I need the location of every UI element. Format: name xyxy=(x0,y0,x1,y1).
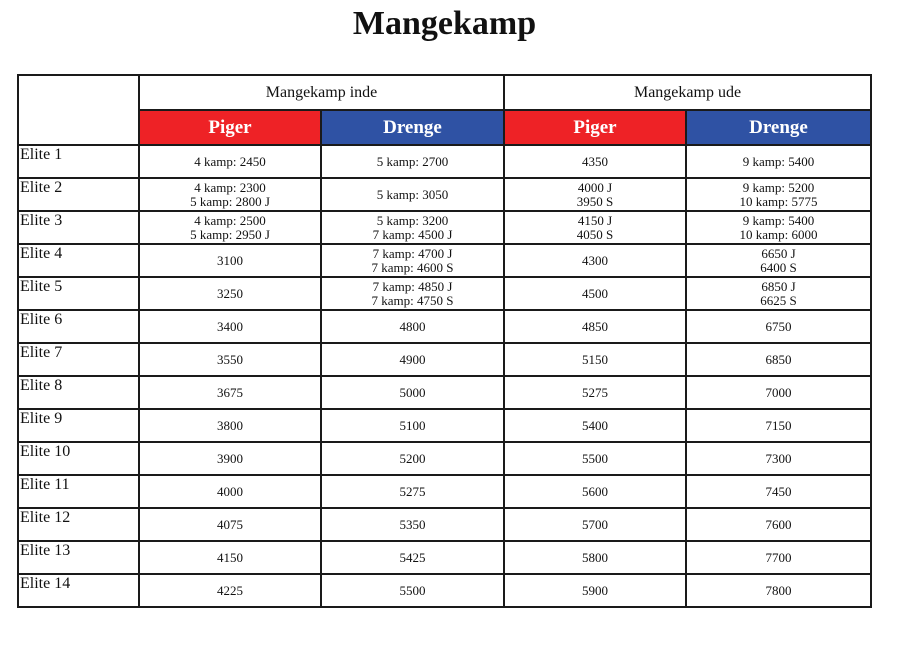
cell-value: 4150 J xyxy=(577,212,613,228)
header-drenge-ude: Drenge xyxy=(686,110,871,145)
table-row xyxy=(18,211,871,244)
row-label-cell xyxy=(18,244,139,277)
cell-value: 5 kamp: 2700 xyxy=(376,153,449,169)
table-row xyxy=(18,475,871,508)
cell-value: 3800 xyxy=(217,417,243,433)
cell-value: 7450 xyxy=(765,483,792,499)
cell-value: 4900 xyxy=(399,351,426,367)
row-label-cell xyxy=(18,178,139,211)
cell-drenge-ude xyxy=(686,409,871,442)
cell-piger-inde xyxy=(139,244,321,277)
group-header-inde: Mangekamp inde xyxy=(139,75,504,110)
cell-value: 4300 xyxy=(582,252,608,268)
row-label: Elite 5 xyxy=(20,278,63,295)
table-row xyxy=(18,277,871,310)
cell-value: 9 kamp: 5200 xyxy=(742,179,815,195)
table-row xyxy=(18,376,871,409)
cell-drenge-ude xyxy=(686,343,871,376)
cell-value: 4350 xyxy=(582,153,608,169)
cell-value: 3250 xyxy=(217,285,243,301)
cell-value: 6750 xyxy=(765,318,792,334)
cell-value: 6650 J xyxy=(761,245,796,261)
cell-piger-ude xyxy=(504,211,686,244)
cell-piger-ude xyxy=(504,541,686,574)
cell-value: 5700 xyxy=(582,516,608,532)
cell-value: 7 kamp: 4500 J xyxy=(372,226,453,242)
cell-value: 4 kamp: 2500 xyxy=(194,212,266,228)
cell-value: 4 kamp: 2450 xyxy=(194,153,266,169)
cell-value: 7 kamp: 4750 S xyxy=(371,292,454,308)
cell-value: 6850 J xyxy=(761,278,796,294)
cell-value: 3675 xyxy=(217,384,243,400)
row-label-cell xyxy=(18,574,139,607)
table-row xyxy=(18,310,871,343)
header-piger-inde: Piger xyxy=(139,110,321,145)
gender-header-row xyxy=(18,110,871,145)
row-label: Elite 1 xyxy=(20,146,63,163)
cell-piger-ude xyxy=(504,244,686,277)
cell-piger-ude xyxy=(504,376,686,409)
row-label-cell xyxy=(18,475,139,508)
row-label-cell xyxy=(18,277,139,310)
cell-value: 5000 xyxy=(399,384,426,400)
cell-value: 9 kamp: 5400 xyxy=(742,212,815,228)
row-label-cell xyxy=(18,541,139,574)
group-header-ude: Mangekamp ude xyxy=(504,75,871,110)
cell-value: 7700 xyxy=(765,549,792,565)
cell-value: 5150 xyxy=(582,351,608,367)
cell-piger-ude xyxy=(504,343,686,376)
cell-value: 5425 xyxy=(399,549,426,565)
row-label: Elite 12 xyxy=(20,509,71,526)
cell-value: 4 kamp: 2300 xyxy=(194,179,266,195)
row-label: Elite 3 xyxy=(20,212,63,229)
cell-drenge-ude xyxy=(686,310,871,343)
cell-piger-ude xyxy=(504,442,686,475)
cell-piger-inde xyxy=(139,574,321,607)
table-row xyxy=(18,343,871,376)
cell-piger-inde xyxy=(139,475,321,508)
cell-value: 7800 xyxy=(765,582,792,598)
cell-value: 5275 xyxy=(582,384,608,400)
cell-value: 6850 xyxy=(765,351,792,367)
table-row xyxy=(18,541,871,574)
table-row xyxy=(18,442,871,475)
header-piger-ude: Piger xyxy=(504,110,686,145)
cell-drenge-inde xyxy=(321,211,504,244)
table-row xyxy=(18,508,871,541)
cell-drenge-ude xyxy=(686,145,871,178)
cell-value: 5500 xyxy=(399,582,426,598)
table-row xyxy=(18,574,871,607)
row-label-cell xyxy=(18,508,139,541)
row-label-cell xyxy=(18,376,139,409)
cell-piger-inde xyxy=(139,310,321,343)
corner-cell-lower xyxy=(18,110,139,145)
group-header-row xyxy=(18,75,871,110)
cell-value: 7 kamp: 4600 S xyxy=(371,259,454,275)
cell-value: 7 kamp: 4850 J xyxy=(372,278,453,294)
cell-value: 5 kamp: 2950 J xyxy=(190,226,270,242)
cell-value: 7 kamp: 4700 J xyxy=(372,245,453,261)
cell-piger-ude xyxy=(504,277,686,310)
cell-drenge-inde xyxy=(321,244,504,277)
cell-drenge-inde xyxy=(321,145,504,178)
cell-value: 5400 xyxy=(582,417,608,433)
row-label: Elite 2 xyxy=(20,179,63,196)
table-row xyxy=(18,244,871,277)
row-label: Elite 14 xyxy=(20,575,71,592)
cell-drenge-inde xyxy=(321,475,504,508)
cell-drenge-ude xyxy=(686,574,871,607)
cell-value: 3950 S xyxy=(576,193,614,209)
cell-piger-ude xyxy=(504,178,686,211)
cell-drenge-ude xyxy=(686,442,871,475)
cell-piger-inde xyxy=(139,376,321,409)
cell-piger-inde xyxy=(139,442,321,475)
table-body xyxy=(18,75,871,607)
cell-piger-inde xyxy=(139,277,321,310)
table-row xyxy=(18,178,871,211)
cell-drenge-inde xyxy=(321,541,504,574)
cell-piger-inde xyxy=(139,178,321,211)
cell-drenge-inde xyxy=(321,343,504,376)
cell-value: 7150 xyxy=(765,417,792,433)
cell-value: 6625 S xyxy=(760,292,797,308)
row-label-cell xyxy=(18,211,139,244)
cell-piger-inde xyxy=(139,211,321,244)
cell-value: 3900 xyxy=(217,450,243,466)
cell-piger-inde xyxy=(139,541,321,574)
cell-value: 4500 xyxy=(582,285,608,301)
cell-value: 5900 xyxy=(582,582,608,598)
cell-value: 5800 xyxy=(582,549,608,565)
cell-drenge-ude xyxy=(686,376,871,409)
cell-value: 6400 S xyxy=(760,259,797,275)
row-label: Elite 8 xyxy=(20,377,63,394)
page-title: Mangekamp xyxy=(352,5,537,42)
cell-drenge-inde xyxy=(321,376,504,409)
cell-value: 10 kamp: 6000 xyxy=(739,226,818,242)
cell-value: 9 kamp: 5400 xyxy=(742,153,815,169)
row-label-cell xyxy=(18,409,139,442)
row-label: Elite 11 xyxy=(20,476,70,493)
header-drenge-inde: Drenge xyxy=(321,110,504,145)
cell-drenge-inde xyxy=(321,310,504,343)
cell-value: 5 kamp: 3200 xyxy=(376,212,449,228)
cell-drenge-ude xyxy=(686,178,871,211)
cell-value: 5350 xyxy=(399,516,426,532)
row-label: Elite 10 xyxy=(20,443,71,460)
cell-value: 5 kamp: 3050 xyxy=(376,186,449,202)
cell-value: 4225 xyxy=(217,582,243,598)
cell-value: 3100 xyxy=(217,252,243,268)
cell-drenge-inde xyxy=(321,178,504,211)
corner-cell xyxy=(18,75,139,110)
cell-drenge-ude xyxy=(686,541,871,574)
cell-piger-inde xyxy=(139,508,321,541)
cell-drenge-inde xyxy=(321,508,504,541)
cell-value: 4150 xyxy=(217,549,243,565)
cell-value: 5 kamp: 2800 J xyxy=(190,193,270,209)
cell-value: 7600 xyxy=(765,516,792,532)
cell-piger-inde xyxy=(139,145,321,178)
row-label-cell xyxy=(18,145,139,178)
cell-drenge-inde xyxy=(321,442,504,475)
row-label-cell xyxy=(18,343,139,376)
cell-piger-ude xyxy=(504,574,686,607)
row-label: Elite 7 xyxy=(20,344,63,361)
cell-value: 3550 xyxy=(217,351,243,367)
cell-value: 5500 xyxy=(582,450,608,466)
cell-drenge-ude xyxy=(686,244,871,277)
row-label: Elite 6 xyxy=(20,311,63,328)
cell-drenge-inde xyxy=(321,574,504,607)
cell-value: 3400 xyxy=(217,318,243,334)
cell-value: 5200 xyxy=(399,450,426,466)
cell-value: 4050 S xyxy=(576,226,614,242)
cell-drenge-ude xyxy=(686,475,871,508)
cell-piger-ude xyxy=(504,508,686,541)
cell-value: 10 kamp: 5775 xyxy=(739,193,818,209)
cell-piger-ude xyxy=(504,145,686,178)
cell-piger-inde xyxy=(139,343,321,376)
table-row xyxy=(18,145,871,178)
cell-piger-ude xyxy=(504,409,686,442)
cell-drenge-ude xyxy=(686,508,871,541)
cell-value: 7300 xyxy=(765,450,792,466)
cell-drenge-inde xyxy=(321,409,504,442)
cell-value: 5100 xyxy=(399,417,426,433)
cell-value: 4000 xyxy=(217,483,243,499)
row-label-cell xyxy=(18,310,139,343)
cell-drenge-inde xyxy=(321,277,504,310)
cell-piger-inde xyxy=(139,409,321,442)
cell-value: 4075 xyxy=(217,516,243,532)
cell-piger-ude xyxy=(504,475,686,508)
row-label: Elite 9 xyxy=(20,410,63,427)
row-label-cell xyxy=(18,442,139,475)
mangekamp-table xyxy=(17,74,872,608)
row-label: Elite 4 xyxy=(20,245,63,262)
cell-drenge-ude xyxy=(686,277,871,310)
cell-value: 5275 xyxy=(399,483,426,499)
table-row xyxy=(18,409,871,442)
cell-value: 4000 J xyxy=(577,179,613,195)
cell-value: 5600 xyxy=(582,483,608,499)
cell-value: 7000 xyxy=(765,384,792,400)
cell-value: 4800 xyxy=(399,318,426,334)
row-label: Elite 13 xyxy=(20,542,71,559)
cell-value: 4850 xyxy=(582,318,608,334)
cell-drenge-ude xyxy=(686,211,871,244)
cell-piger-ude xyxy=(504,310,686,343)
